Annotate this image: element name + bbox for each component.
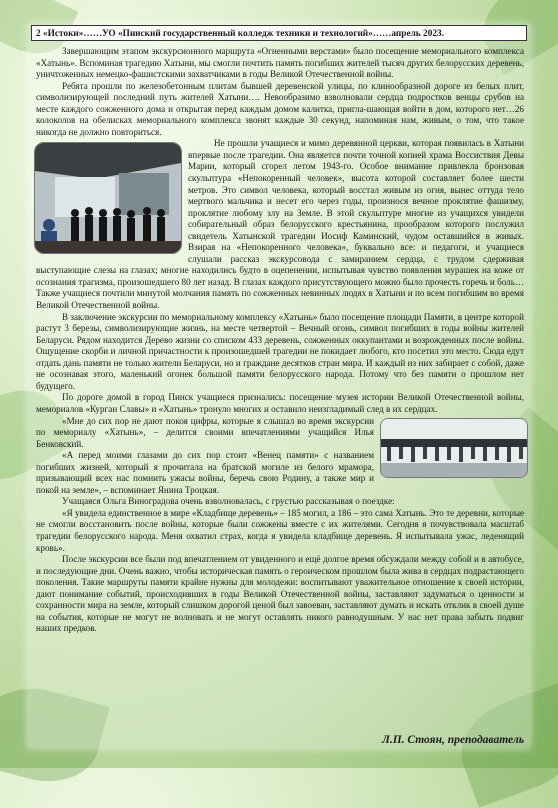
paragraph-way-home: По дороге домой в город Пинск учащиеся признались: посещение музея истории Великой Отечественной войны, мемориалов «Курган Славы» и «Хатынь» тронуло многих и оставило неизгладимый след в их сердцах. <box>36 392 524 414</box>
paragraph-intro: Завершающим этапом экскурсионного маршрута «Огненными верстами» было посещение мемориального комплекса «Хатынь». Вспоминая трагедию Хатыни, мы смогли почтить память погибших жителей тысяч других белорусских деревень, уничтоженных немецко-фашистскими захватчиками в годы Великой Отечественной войны. <box>36 46 524 80</box>
paragraph-church: Не прошли учащиеся и мимо деревянной церкви, которая появилась в Хатыни впервые после трагедии. Она является почти точной копией храма Воссиствия Девы Марии, который сгорел летом 1943-го. Особое внимание привлекла бронзовая скульптура «Непокоренный человек», высота которой составляет более шести метров. Это символ человека, который восстал живым из огня, вынес оттуда тело мертвого мальчика и несет его через годы, произнося вечное проклятие фашизму, проклятие любому злу на Земле. В этой скульптуре многие из учащихся увидели собирательный образ белорусского крестьянина, прообразом которого послужил свидетель Хатынской трагедии Иосиф Каминский, чудом оставшийся в живых. Взирая на «Непокоренного человека», буквально все: и педагоги, и учащиеся слушали рассказ экскурсовода с замиранием сердца, с трудом сдерживая выступающие слезы на глазах; многие находились будто в оцепенении, испытывая чувство появления мурашек на коже от осознания трагизма, произошедшего 80 лет назад. В глазах каждого присутствующего можно было прочесть горечь и боль…Также учащиеся почтили минутой молчания память по сожженных невинных людях в Хатыни и по всем погибшим во время Великой Отечественной войны. <box>36 138 524 311</box>
bells-photo-scene <box>381 419 527 477</box>
bells-photo <box>380 418 528 478</box>
paragraph-vinogradova-intro: Учащаяся Ольга Виноградова очень взволновалась, с грустью рассказывая о поездке: <box>62 496 395 507</box>
paragraph-quote-benkovsky: «Мне до сих пор не дают покоя цифры, которые я слышал во время экскурсии по мемориалу «Хатынь», – делится своими впечатлениями учащийся Илья Бенковский. <box>36 415 374 449</box>
paragraph-quote-trotskaya: «А перед моими глазами до сих пор стоит «Венец памяти» с названием погибших жизней, который я прочитала на братской могиле из белого мрамора, призывающий всех нас помнить ужасы войны, беречь свою Родину, а также мир и покой на земле», – вспоминает Янина Троцкая. <box>36 450 374 495</box>
paragraph-memory-square: В заключение экскурсии по мемориальному комплексу «Хатынь» было посещение площади Памяти, в центре которой растут 3 березы, символизирующие жизнь, на месте четвертой – Вечный огонь, символ погибших в годы войны жителей Беларуси. Рядом находится Дерево жизни со списком 433 деревень, сожженных оккупантами и возрожденных после войны. Ощущение скорби и личной причастности к произошедшей трагедии не покидает любого, кто посетил это место. Сюда едут отдать дань памяти не только жители Беларуси, но и граждане десятков стран мира. И каждый из них забирает с собой, даже не осознавая этого, маленький огонек большой памяти белорусского народа. Потому что без памяти о прошлом нет будущего. <box>36 311 524 391</box>
newspaper-header: 2 «Истоки»……УО «Пинский государственный колледж техники и технологий»……апрель 2023. <box>31 25 527 41</box>
author-signature: Л.П. Стоян, преподаватель <box>381 734 524 746</box>
museum-photo-scene <box>35 143 181 253</box>
paragraph-quote-vinogradova: «Я увидела единственное в мире «Кладбище деревень» – 185 могил, а 186 – это сама Хатынь. Это те деревни, которые не смогли восстановить после войны, которые были сожжены вместе с их жителями. Сегодня я почувствовала масштаб трагедии белорусского народа. Меня охватил страх, когда я увидела кладбище деревень. Я испытывала ужас, леденящий кровь». <box>36 507 524 553</box>
museum-photo <box>34 142 182 254</box>
paragraph-route: Ребята прошли по железобетонным плитам бывшей деревенской улицы, по клинообразной дороге из белых плит, символизирующей последний путь жителей Хатыни…. Невообразимо взволновали сердца подростков венцы срубов на месте каждого сожженного дома и открытая перед каждым домом калитка, пригла-шающая войти в дом, которого нет…26 колоколов на обелисках мемориального комплекса звонят каждые 30 секунд, напоминая нам, живым, о том, что такое никогда не должно повториться. <box>36 80 524 137</box>
article-body <box>36 46 524 635</box>
paragraph-conclusion: После экскурсии все были под впечатлением от увиденного и ещё долгое время обсуждали между собой и в автобусе, и последующие дни. Очень важно, чтобы историческая память о героическом прошлом была жива в сердцах подрастающего поколения. Такие маршруты памяти крайне нужны для молодежи: воспитывают уважительное отношение к своей истории, дают понимание событий, происходивших в годы Великой Отечественной войны, заставляют задуматься о ценности и сохранности мира на земле, который слишком дорогой ценой был завоеван, заставляют думать и искать отклик в своей душе на события, которые не могут не волновать и не могут оставлять никого равнодушным. У нас нет права забыть подвиг наших предков. <box>36 554 524 634</box>
